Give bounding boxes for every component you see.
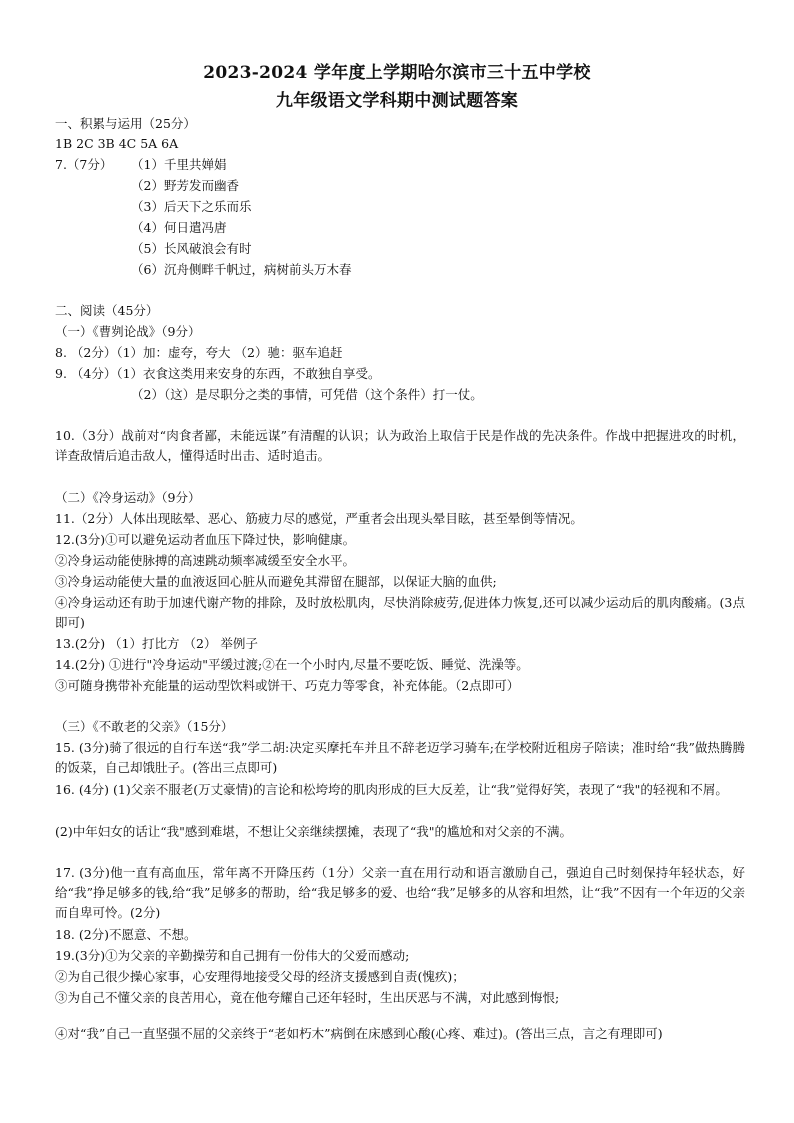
- q16-answer-line2: (2)中年妇女的话让“我"感到难堪，不想让父亲继续摆摊，表现了“我"的尴尬和对父亲的不满。: [55, 824, 572, 839]
- q7-item-5: （5）长风破浪会有时: [131, 241, 252, 256]
- q19-answer-line3: ③为自己不懂父亲的良苦用心，竟在他夸耀自己还年轻时，生出厌恶与不满，对此感到悔恨;: [55, 990, 560, 1005]
- section1-heading: 一、积累与运用（25分）: [55, 116, 196, 131]
- q19-answer-line1: 19.(3分)①为父亲的辛勤操劳和自己拥有一份伟大的父爱而感动;: [55, 948, 410, 963]
- q9-answer-line1: 9. （4分）（1）衣食这类用来安身的东西，不敢独自享受。: [55, 366, 381, 381]
- part3-heading: （三）《不敢老的父亲》（15分）: [55, 719, 234, 734]
- q7-item-6: （6）沉舟侧畔千帆过，病树前头万木春: [131, 262, 352, 277]
- q12-answer-line1: 12.(3分)①可以避免运动者血压下降过快，影响健康。: [55, 532, 356, 547]
- q9-answer-line2: （2）（这）是尽职分之类的事情，可凭借（这个条件）打一仗。: [131, 387, 483, 402]
- q12-answer-line4: ④冷身运动还有助于加速代谢产物的排除，及时放松肌肉，尽快消除疲劳,促进体力恢复,还可以减少运动后的肌肉酸痛。(3点即可): [55, 595, 745, 630]
- q7-item-2: （2）野芳发而幽香: [131, 178, 239, 193]
- q10-answer: 10.（3分）战前对“肉食者鄙，未能远谋”有清醒的认识；认为政治上取信于民是作战的先决条件。作战中把握进攻的时机，详查敌情后追击敌人，懂得适时出击、适时追击。: [55, 428, 745, 463]
- q8-answer: 8. （2分）（1）加：虚夸，夸大 （2）驰：驱车追赶: [55, 345, 343, 360]
- q18-answer: 18. (2分)不愿意、不想。: [55, 927, 197, 942]
- part1-heading: （一）《曹刿论战》（9分）: [55, 324, 201, 339]
- q12-answer-line2: ②冷身运动能使脉搏的高速跳动频率减缓至安全水平。: [55, 553, 356, 568]
- q7-prefix: 7.（7分）: [55, 157, 113, 172]
- q13-answer: 13.(2分) （1）打比方 （2） 举例子: [55, 636, 258, 651]
- q14-answer-line2: ③可随身携带补充能量的运动型饮料或饼干、巧克力等零食，补充体能。（2点即可）: [55, 678, 520, 693]
- section2-heading: 二、阅读（45分）: [55, 303, 159, 318]
- document-title-line1: 2023-2024 学年度上学期哈尔滨市三十五中学校: [203, 63, 591, 83]
- q11-answer: 11.（2分）人体出现眩晕、恶心、筋疲力尽的感觉，严重者会出现头晕目眩，甚至晕倒等情况。: [55, 511, 583, 526]
- q7-item-4: （4）何日遣冯唐: [131, 220, 227, 235]
- q7-item-1: （1）千里共婵娟: [131, 157, 227, 172]
- q19-answer-line2: ②为自己很少操心家事，心安理得地接受父母的经济支援感到自责(愧疚)；: [55, 969, 465, 984]
- q17-answer: 17. (3分)他一直有高血压，常年离不开降压药（1分）父亲一直在用行动和语言激励自己，强迫自己时刻保持年轻状态，好给“我”挣足够多的钱,给“我”足够多的帮助，给“我足够多的爱、也给“我”足够多的从容和坦然，让“我”不因有一个年迈的父亲而自卑可怜。(2分): [55, 865, 745, 920]
- q16-answer-line1: 16. (4分) (1)父亲不服老(万丈豪情)的言论和松垮垮的肌肉形成的巨大反差，让“我”觉得好笑，表现了“我"的轻视和不屑。: [55, 782, 728, 797]
- q12-answer-line3: ③冷身运动能使大量的血液返回心脏从而避免其滞留在腿部，以保证大脑的血供;: [55, 574, 497, 589]
- part2-heading: （二）《冷身运动》（9分）: [55, 490, 201, 505]
- q19-answer-line4: ④对“我”自己一直坚强不屈的父亲终于“老如朽木”病倒在床感到心酸(心疼、难过)。(答出三点，言之有理即可): [55, 1026, 663, 1041]
- q15-answer: 15. (3分)骑了很远的自行车送“我”学二胡:决定买摩托车并且不辞老迈学习骑车;在学校附近租房子陪读；准时给“我”做热腾腾的饭菜，自己却饿肚子。(答出三点即可): [55, 740, 745, 775]
- q7-item-3: （3）后天下之乐而乐: [131, 199, 252, 214]
- q14-answer-line1: 14.(2分) ①进行"冷身运动"平缓过渡;②在一个小时内,尽量不要吃饭、睡觉、洗澡等。: [55, 657, 529, 672]
- document-title-line2: 九年级语文学科期中测试题答案: [275, 91, 519, 111]
- mc-answers: 1B 2C 3B 4C 5A 6A: [55, 136, 179, 151]
